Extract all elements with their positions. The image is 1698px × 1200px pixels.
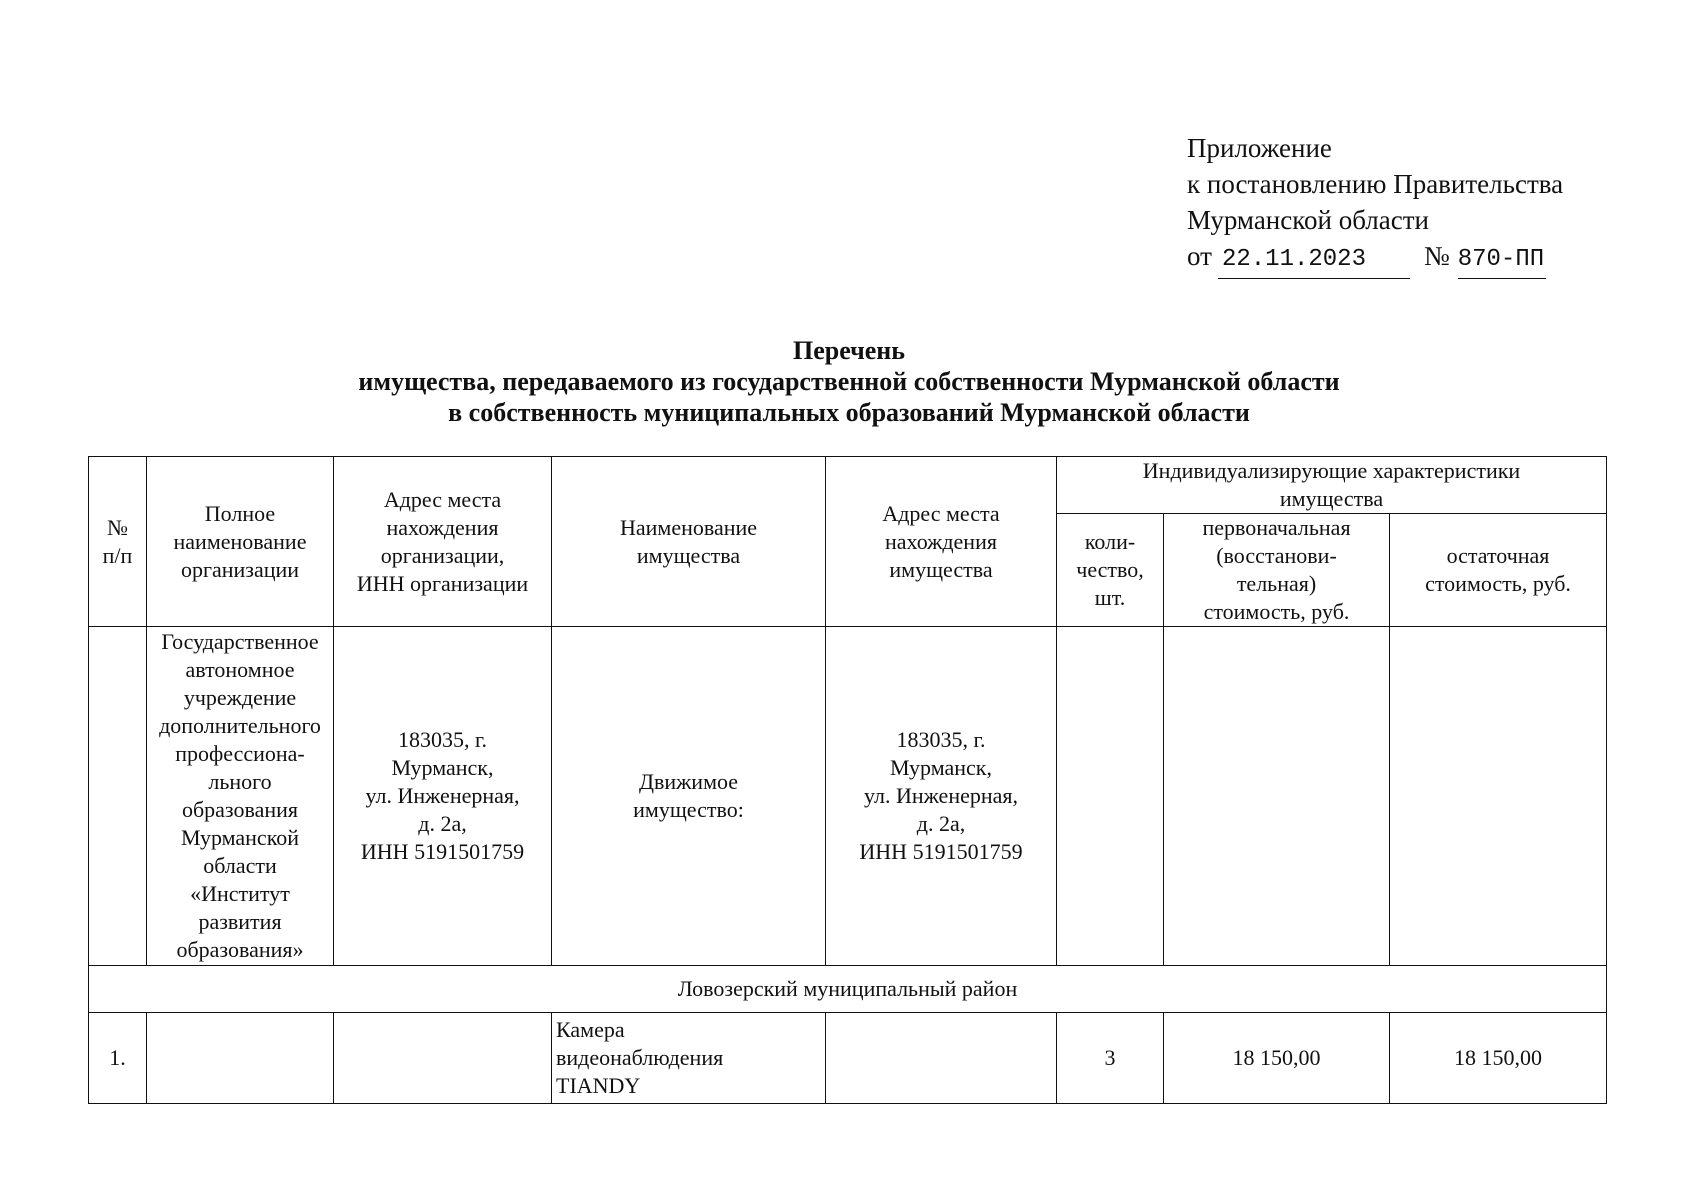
header-initial-cost: первоначальная (восстанови- тельная) стоимость, руб.: [1164, 514, 1390, 627]
header-residual-cost: остаточная стоимость, руб.: [1390, 514, 1607, 627]
appendix-date-line: [1187, 238, 1563, 279]
title-line-3: в собственность муниципальных образований Мурманской области: [448, 398, 1250, 427]
header-property-name: Наименование имущества: [552, 457, 826, 627]
row-org-name: [147, 1013, 334, 1104]
header-row-top: [89, 457, 1607, 514]
appendix-line-3: Мурманской области: [1187, 205, 1429, 235]
table-row: [89, 1013, 1607, 1104]
org-row-num: [89, 627, 147, 966]
date-prefix: от: [1187, 241, 1212, 271]
header-org-name: Полное наименование организации: [147, 457, 334, 627]
row-property-address: [826, 1013, 1057, 1104]
header-property-address: Адрес места нахождения имущества: [826, 457, 1057, 627]
number-label: №: [1423, 241, 1450, 271]
section-row: [89, 966, 1607, 1013]
row-num: 1.: [89, 1013, 147, 1104]
section-title: Ловозерский муниципальный район: [89, 966, 1607, 1013]
header-org-address: Адрес места нахождения организации, ИНН организации: [334, 457, 552, 627]
row-org-address: [334, 1013, 552, 1104]
title-line-1: Перечень: [792, 336, 906, 365]
title-line-2: имущества, передаваемого из государственной собственности Мурманской области: [358, 367, 1340, 396]
header-quantity: коли- чество, шт.: [1057, 514, 1164, 627]
row-residual-cost: 18 150,00: [1390, 1013, 1607, 1104]
org-row-property-name: Движимое имущество:: [552, 627, 826, 966]
property-table: [88, 456, 1607, 1104]
document-title: [0, 335, 1698, 428]
org-row-residual-cost: [1390, 627, 1607, 966]
header-num: № п/п: [89, 457, 147, 627]
row-initial-cost: 18 150,00: [1164, 1013, 1390, 1104]
header-characteristics: Индивидуализирующие характеристики имущества: [1057, 457, 1607, 514]
appendix-line-1: Приложение: [1187, 133, 1332, 163]
document-number: 870-ПП: [1458, 242, 1546, 279]
org-row-org-name: Государственное автономное учреждение дополнительного профессиона- льного образования Мурманской области «Институт развития образования»: [147, 627, 334, 966]
org-row-property-address: 183035, г. Мурманск, ул. Инженерная, д. 2а, ИНН 5191501759: [826, 627, 1057, 966]
row-quantity: 3: [1057, 1013, 1164, 1104]
org-row-org-address: 183035, г. Мурманск, ул. Инженерная, д. 2а, ИНН 5191501759: [334, 627, 552, 966]
appendix-line-2: к постановлению Правительства: [1187, 169, 1564, 199]
org-row-initial-cost: [1164, 627, 1390, 966]
org-row-quantity: [1057, 627, 1164, 966]
document-date: 22.11.2023: [1218, 242, 1410, 279]
org-row: [89, 627, 1607, 966]
row-property-name: Камера видеонаблюдения TIANDY: [552, 1013, 826, 1104]
appendix-block: [1187, 130, 1563, 279]
